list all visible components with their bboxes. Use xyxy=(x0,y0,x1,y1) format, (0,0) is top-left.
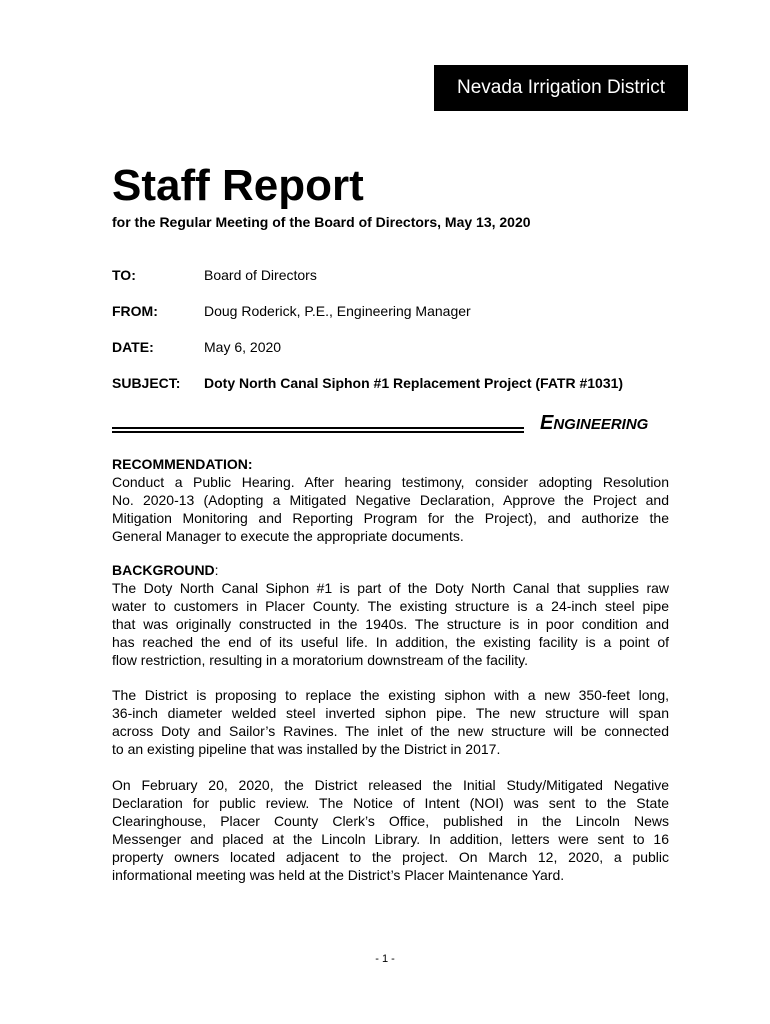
section-divider xyxy=(112,427,524,433)
department-rest: NGINEERING xyxy=(553,416,649,433)
paragraph-line: Mitigation Monitoring and Reporting Program for the Project), and authorize the xyxy=(112,510,669,526)
background-heading-text: BACKGROUND xyxy=(112,562,215,578)
paragraph-line: flow restriction, resulting in a moratorium downstream of the facility. xyxy=(112,652,529,668)
paragraph-line: property owners located adjacent to the project. On March 12, 2020, a public xyxy=(112,849,669,865)
paragraph-line: The District is proposing to replace the existing siphon with a new 350-feet long, xyxy=(112,687,669,703)
page-title: Staff Report xyxy=(112,161,364,210)
page-number: - 1 - xyxy=(375,953,395,965)
paragraph-line: to an existing pipeline that was installed by the District in 2017. xyxy=(112,741,501,757)
paragraph-line: informational meeting was held at the District’s Placer Maintenance Yard. xyxy=(112,867,565,883)
background-heading-colon: : xyxy=(214,562,219,578)
memo-to-label: TO: xyxy=(112,267,136,283)
department-label xyxy=(540,410,648,438)
memo-to-value: Board of Directors xyxy=(204,267,317,283)
organization-banner: Nevada Irrigation District xyxy=(434,65,688,111)
paragraph-line: Clearinghouse, Placer County Clerk’s Office, published in the Lincoln News xyxy=(112,813,669,829)
paragraph-line: that was originally constructed in the 1940s. The structure is in poor condition and xyxy=(112,616,669,632)
department-initial: E xyxy=(540,412,554,434)
recommendation-paragraph xyxy=(112,473,669,545)
memo-from-value: Doug Roderick, P.E., Engineering Manager xyxy=(204,303,471,319)
memo-date-value: May 6, 2020 xyxy=(204,339,282,355)
memo-subject-value: Doty North Canal Siphon #1 Replacement Project (FATR #1031) xyxy=(204,375,624,391)
paragraph-line: across Doty and Sailor’s Ravines. The inlet of the new structure will be connected xyxy=(112,723,669,739)
paragraph-line: On February 20, 2020, the District released the Initial Study/Mitigated Negative xyxy=(112,777,669,793)
recommendation-heading: RECOMMENDATION: xyxy=(112,456,253,472)
background-paragraph-3 xyxy=(112,776,669,884)
paragraph-line: General Manager to execute the appropriate documents. xyxy=(112,528,464,544)
paragraph-line: The Doty North Canal Siphon #1 is part of the Doty North Canal that supplies raw xyxy=(112,580,669,596)
background-heading xyxy=(112,561,219,579)
background-paragraph-2 xyxy=(112,686,669,758)
paragraph-line: has reached the end of its useful life. In addition, the existing facility is a point of xyxy=(112,634,669,650)
background-paragraph-1 xyxy=(112,579,669,669)
memo-subject-label: SUBJECT: xyxy=(112,375,181,391)
page-subtitle: for the Regular Meeting of the Board of Directors, May 13, 2020 xyxy=(112,214,531,230)
paragraph-line: Declaration for public review. The Notice of Intent (NOI) was sent to the State xyxy=(112,795,669,811)
paragraph-line: 36-inch diameter welded steel inverted siphon pipe. The new structure will span xyxy=(112,705,669,721)
paragraph-line: No. 2020-13 (Adopting a Mitigated Negative Declaration, Approve the Project and xyxy=(112,492,669,508)
memo-from-label: FROM: xyxy=(112,303,158,319)
paragraph-line: Messenger and placed at the Lincoln Library. In addition, letters were sent to 16 xyxy=(112,831,669,847)
paragraph-line: water to customers in Placer County. The existing structure is a 24-inch steel pipe xyxy=(112,598,669,614)
memo-date-label: DATE: xyxy=(112,339,154,355)
paragraph-line: Conduct a Public Hearing. After hearing testimony, consider adopting Resolution xyxy=(112,474,669,490)
